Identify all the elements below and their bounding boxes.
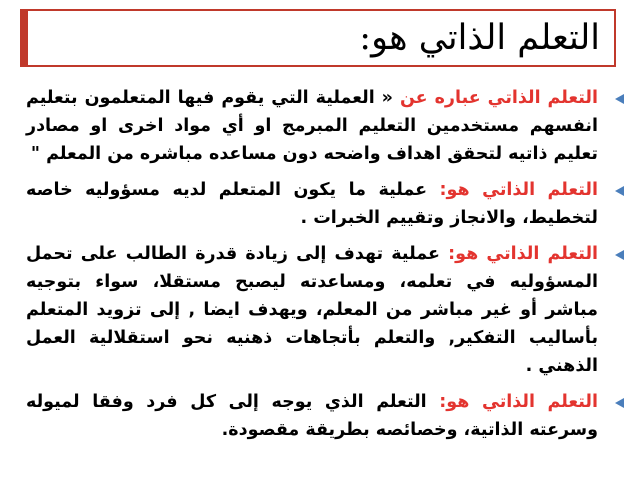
bullet-text: عملية تهدف إلى زيادة قدرة الطالب على تحمل — [26, 244, 440, 264]
bullet-text: غير مباشر من المعلم، ويهدف ايضا , إلى تزويد المتعلم بأساليب التفكير, — [26, 300, 599, 348]
bullet-text: التعلم الذي يوجه إلى كل فرد وفقا لميوله وسرعته — [26, 392, 598, 440]
bullet-term: التعلم الذاتي هو: — [439, 392, 599, 412]
bullet-term: التعلم الذاتي عباره عن — [399, 88, 599, 108]
bullet-arrow-icon — [615, 250, 624, 260]
bullet-term: التعلم الذاتي هو: — [439, 180, 599, 200]
bullet-item-4 — [26, 388, 624, 444]
bullet-list — [26, 84, 624, 452]
bullet-text: « العملية التي يقوم فيها المتعلمون بتعليم انفسهم — [26, 88, 598, 136]
bullet-text: اهداف واضحه دون مساعده مباشره من المعلم " — [30, 144, 442, 164]
bullet-text: عملية ما يكون المتعلم لديه مسؤوليه خاصه لتخطيط، — [26, 180, 598, 228]
bullet-text: والتعلم بأتجاهات ذهنيه نحو استقلالية العمل الذهني . — [26, 328, 598, 376]
bullet-item-3 — [26, 240, 624, 380]
bullet-text: المسؤوليه في تعلمه، ومساعدته ليصبح مستقلا، سواء بتوجيه مباشر أو — [26, 272, 598, 320]
bullet-item-1 — [26, 84, 624, 168]
bullet-text: الذاتية، وخصائصه بطريقة مقصودة. — [221, 420, 524, 440]
bullet-text: والانجاز وتقييم الخبرات . — [300, 208, 516, 228]
bullet-arrow-icon — [615, 398, 624, 408]
bullet-arrow-icon — [615, 94, 624, 104]
bullet-arrow-icon — [615, 186, 624, 196]
title-box — [20, 9, 616, 67]
bullet-term: التعلم الذاتي هو: — [448, 244, 599, 264]
bullet-item-2 — [26, 176, 624, 232]
bullet-text: مستخدمين التعليم المبرمج او أي مواد اخرى او مصادر تعليم ذاتيه لتحقق — [26, 116, 598, 164]
slide-title: التعلم الذاتي هو: — [359, 18, 600, 58]
